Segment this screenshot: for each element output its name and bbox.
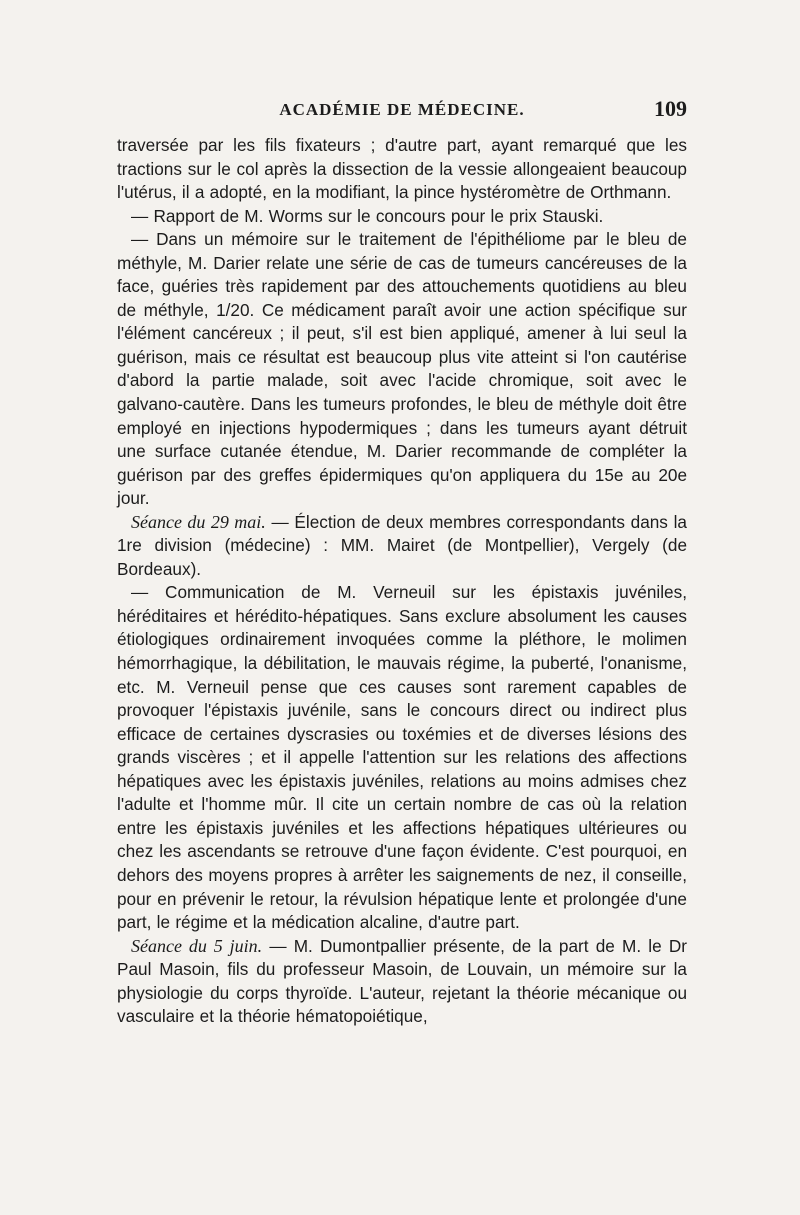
running-title: ACADÉMIE DE MÉDECINE.	[279, 100, 525, 119]
running-head	[117, 96, 687, 124]
paragraph-rapport-worms	[117, 205, 687, 229]
paragraph-text: — Rapport de M. Worms sur le concours pour le prix Stauski.	[131, 205, 604, 226]
seance-heading: Séance du 5 juin.	[131, 935, 263, 956]
paragraph-text: — M. Dumontpallier présente, de la part de M. le Dr Paul Masoin, fils du professeur Masoin, de Louvain, un mémoire sur la physiologie du corps thyroïde. L'auteur, rejetant la théorie mécanique ou vasculaire et la théorie hématopoiétique,	[117, 935, 687, 1027]
paragraph-seance-29-mai	[117, 511, 687, 582]
paragraph-seance-5-juin	[117, 935, 687, 1029]
paragraph-verneuil-communication	[117, 581, 687, 934]
paragraph-text: — Élection de deux membres correspondants dans la 1re division (médecine) : MM. Mairet (de Montpellier), Vergely (de Bordeaux).	[117, 511, 687, 579]
body-text	[117, 134, 687, 1029]
paragraph-text: — Dans un mémoire sur le traitement de l'épithéliome par le bleu de méthyle, M. Darier relate une série de cas de tumeurs cancéreuses de la face, guéries très rapidement par des attouchements quotidiens au bleu de méthyle, 1/20. Ce médicament paraît avoir une action spécifique sur l'élément cancéreux ; il peut, s'il est bien appliqué, amener à lui seul la guérison, mais ce résultat est beaucoup plus vite atteint si l'on cautérise d'abord la partie malade, soit avec l'acide chromique, soit avec le galvano-cautère. Dans les tumeurs profondes, le bleu de méthyle doit être employé en injections hypodermiques ; dans les tumeurs ayant détruit une surface cutanée étendue, M. Darier recommande de compléter la guérison par des greffes épidermiques qu'on appliquera du 15e au 20e jour.	[117, 229, 687, 509]
paragraph-continuation	[117, 134, 687, 205]
paragraph-text: — Communication de M. Verneuil sur les épistaxis juvéniles, héréditaires et hérédito-hépatiques. Sans exclure absolument les causes étiologiques ordinairement invoquées comme la pléthore, le molimen hémorrhagique, la débilitation, le mauvais régime, la puberté, l'onanisme, etc. M. Verneuil pense que ces causes sont rarement capables de provoquer l'épistaxis juvénile, sans le concours direct ou indirect plus efficace de certaines dyscrasies ou toxémies et de diverses lésions des grands viscères ; et il appelle l'attention sur les relations des affections hépatiques avec les épistaxis juvéniles, relations au moins admises chez l'adulte et l'homme mûr. Il cite un certain nombre de cas où la relation entre les épistaxis juvéniles et les affections hépatiques ultérieures ou chez les ascendants se retrouve d'une façon évidente. C'est pourquoi, en dehors des moyens propres à arrêter les saignements de nez, il conseille, pour en prévenir le retour, la révulsion hépatique lente et prolongée d'une part, le régime et la médication alcaline, d'autre part.	[117, 582, 687, 933]
paragraph-darier-memoire	[117, 228, 687, 511]
seance-heading: Séance du 29 mai.	[131, 511, 266, 532]
paragraph-text: traversée par les fils fixateurs ; d'autre part, ayant remarqué que les tractions sur le col après la dissection de la vessie allongeaient beaucoup l'utérus, il a adopté, en la modifiant, la pince hystéromètre de Orthmann.	[117, 135, 687, 203]
page-number: 109	[654, 96, 687, 121]
